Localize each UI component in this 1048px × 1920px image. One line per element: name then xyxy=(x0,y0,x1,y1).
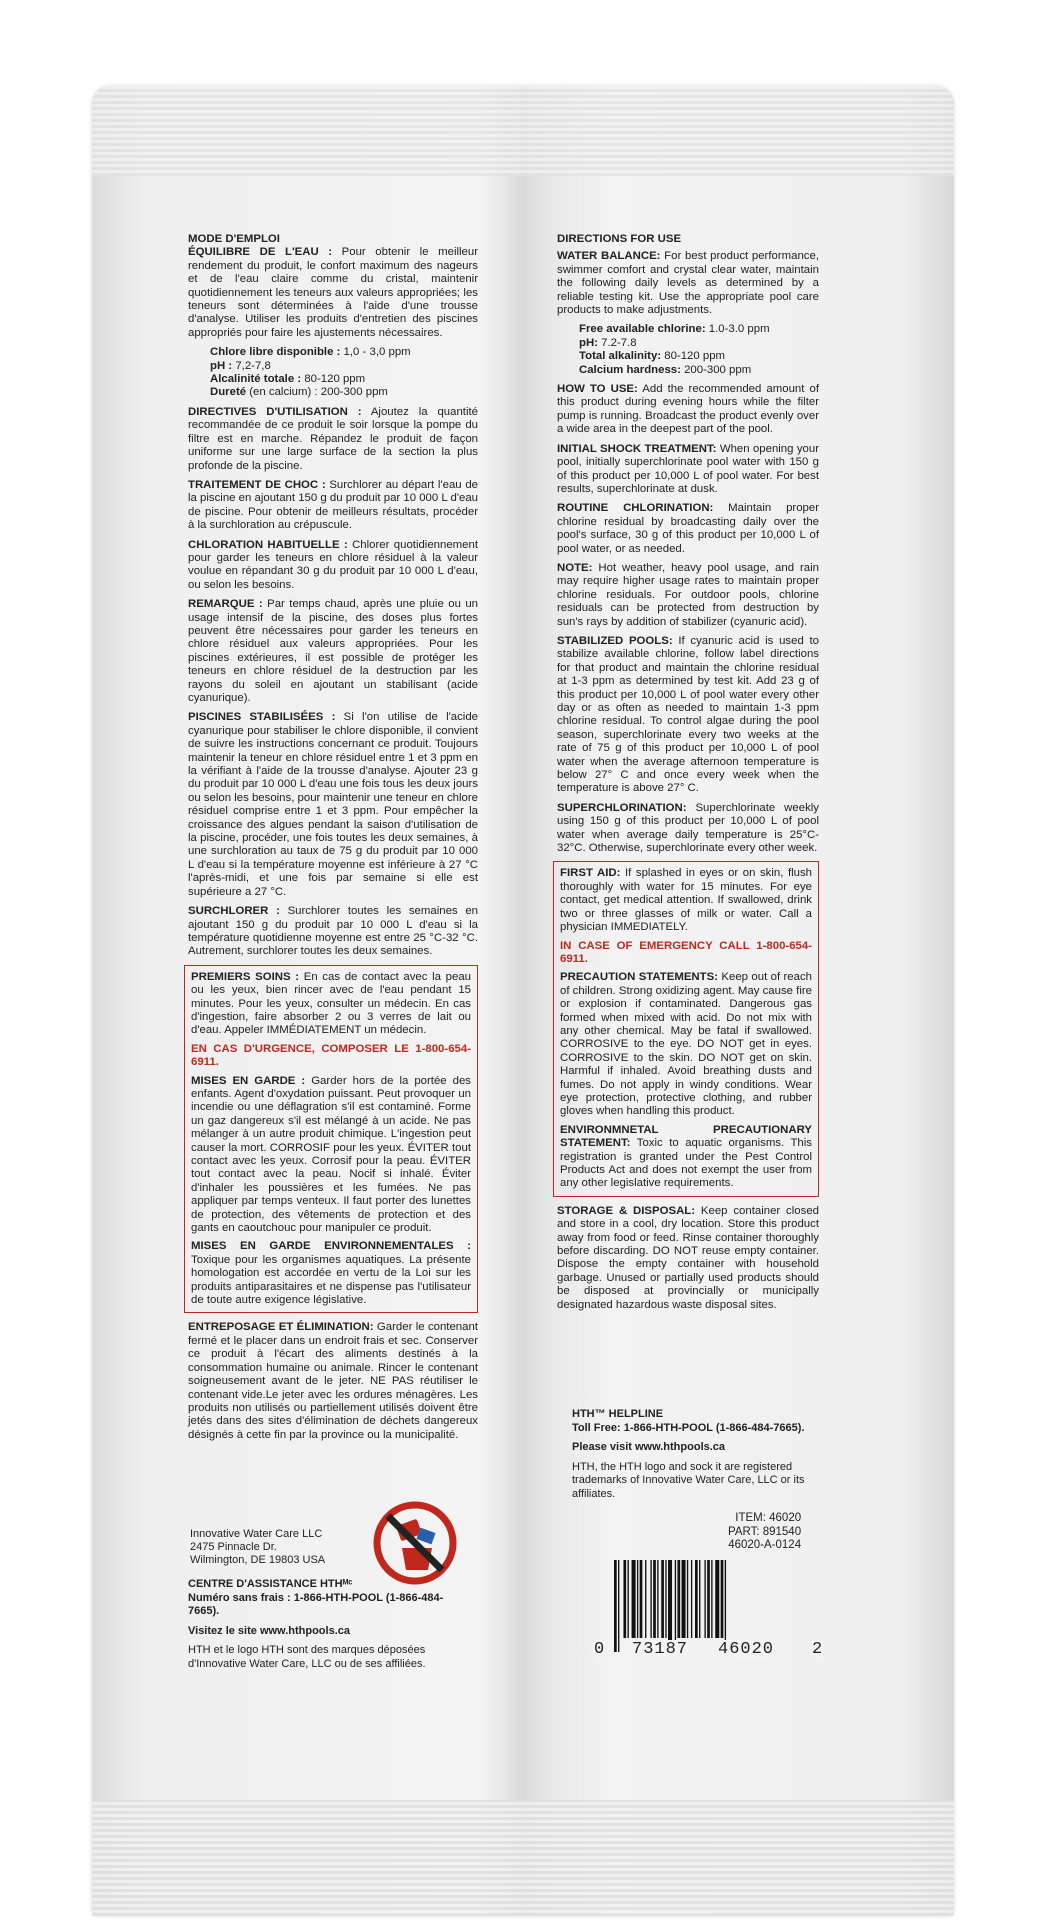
en-level: pH: 7.2-7.8 xyxy=(579,336,637,349)
fr-level: Chlore libre disponible : 1,0 - 3,0 ppm xyxy=(210,346,411,359)
barcode-check-digit: 2 xyxy=(812,1640,823,1659)
fr-chloration: CHLORATION HABITUELLE : Chlorer quotidiennement pour garder les teneurs en chlore résiduel à la valeur voulue en répandant 30 g du produit par 10 000 L d'eau, ou selon les besoins. xyxy=(188,538,478,591)
visitez-site: Visitez le site www.hthpools.ca xyxy=(188,1624,350,1637)
en-initial-shock: INITIAL SHOCK TREATMENT: When opening your pool, initially superchlorinate pool water with 150 g of this product per 10,000 L of pool water. For best results, superchlorinate at dusk. xyxy=(557,442,820,495)
fr-mises-en-garde: MISES EN GARDE : Garder hors de la portée des enfants. Agent d'oxydation puissant. Peut provoquer un incendie ou une déflagration s'il est contaminé. Forme un gaz dangereux s'il est mélangé à un acide. Ne pas mélanger à un autre produit chimique. L'ingestion peut causer la mort. CORROSIF pour les yeux. ÉVITER tout contact avec les yeux. Corrosif pour la peau. ÉVITER tout contact avec la peau. Nocif si inhalé. Éviter d'inhaler les poussières et les fumées. Ne pas appliquer par temps venteux. Il faut porter des lunettes de protection, des vêtements de protection et des gants en caoutchouc pour manipuler ce produit. xyxy=(191,1074,471,1235)
fr-equilibre: ÉQUILIBRE DE L'EAU : Pour obtenir le meilleur rendement du produit, le confort maximum des nageurs et de l'eau claire comme du cristal, maintenir quotidiennement les teneurs aux valeurs appropriées; les teneurs sont déterminées à l'aide d'une trousse d'analyse. Utiliser les produits d'entretien des piscines appropriés pour faire les ajustements nécessaires. xyxy=(188,246,478,339)
bag-bottom-seal xyxy=(92,1800,954,1916)
fr-warning-box xyxy=(184,965,478,1314)
en-how-to-use: HOW TO USE: Add the recommended amount of this product during evening hours while the filter pump is running. Broadcast the product evenly over a wide area in the deepest part of the pool. xyxy=(557,383,819,436)
en-superchlorination: SUPERCHLORINATION: Superchlorinate weekly using 150 g of this product per 10,000 L of pool water when average daily temperature is 25°C-32°C. Otherwise, superchlorinate every other week. xyxy=(557,801,819,855)
en-emergency: IN CASE OF EMERGENCY CALL 1-800-654-6911. xyxy=(560,939,812,965)
lot-code: 46020-A-0124 xyxy=(728,1539,802,1551)
barcode-digit-left: 0 xyxy=(594,1640,605,1659)
item-codes xyxy=(728,1512,801,1553)
fr-helpline xyxy=(188,1578,448,1671)
en-levels xyxy=(557,323,819,377)
fr-surchlorer: SURCHLORER : Surchlorer toutes les semaines en ajoutant 150 g du produit par 10 000 L d'eau si la température quotidienne moyenne est entre 25 °C-32 °C. Autrement, surchlorer toutes les deux semaines. xyxy=(188,905,478,958)
address-line: 2475 Pinnacle Dr. xyxy=(190,1541,277,1553)
en-first-aid: FIRST AID: If splashed in eyes or on skin, flush thoroughly with water for 15 minutes. For eye contact, get medical attention. If swallowed, drink two or three glasses of milk or water. Call a physician IMMEDIATELY. xyxy=(560,867,812,934)
en-water-balance: WATER BALANCE: For best product performance, swimmer comfort and crystal clear water, maintain the following daily levels as determined by a reliable testing kit. Use the appropriate pool care products to make adjustments. xyxy=(557,250,819,317)
directions-title: DIRECTIONS FOR USE xyxy=(557,233,682,245)
toll-free: Toll Free: 1-866-HTH-POOL (1-866-484-7665). xyxy=(572,1421,805,1434)
barcode xyxy=(610,1560,810,1652)
fr-remarque: REMARQUE : Par temps chaud, après une pluie ou un usage intensif de la piscine, des doses plus fortes peuvent être nécessaires pour garder les teneurs en chlore résiduel aux valeurs appropriées. Pour les piscines extérieures, il est possible de protéger les teneurs en chlore résiduel de la destruction par les rayons du soleil en ajoutant un stabilisant (acide cyanurique). xyxy=(188,598,479,704)
en-storage: STORAGE & DISPOSAL: Keep container closed and store in a cool, dry location. Store this product away from food or feed. Rinse container thoroughly before discarding. DO NOT reuse empty container. Dispose the empty container with household garbage. Unused or partially used products should be disposed at provincially or municipally designated hazardous waste disposal sites. xyxy=(557,1204,819,1311)
visit-site: Please visit www.hthpools.ca xyxy=(572,1441,726,1453)
address-line: Wilmington, DE 19803 USA xyxy=(190,1554,326,1566)
fr-level: Dureté (en calcium) : 200-300 ppm xyxy=(210,386,388,399)
helpline-title: HTH™ HELPLINE xyxy=(572,1408,664,1420)
fr-levels xyxy=(188,346,478,400)
fr-premiers-soins: PREMIERS SOINS : En cas de contact avec la peau ou les yeux, bien rincer avec de l'eau pendant 15 minutes. Pour les yeux, consulter un médecin. En cas d'ingestion, faire absorber 2 ou 3 verres de lait ou d'eau. Appeler IMMÉDIATEMENT un médecin. xyxy=(191,970,471,1037)
barcode-group-right: 46020 xyxy=(718,1640,775,1659)
en-precaution: PRECAUTION STATEMENTS: Keep out of reach of children. Strong oxidizing agent. May cause fire or explosion if contaminated. Dangerous gas formed when mixed with acid. Do not mix with any other chemical. May be fatal if swallowed. CORROSIVE to the eye. DO NOT get in eyes. CORROSIVE to the skin. DO NOT get on skin. Harmful if inhaled. Avoid breathing dusts and fumes. Do not apply in windy conditions. Wear eye protection, protective clothing, and rubber gloves when handling this product. xyxy=(560,971,813,1118)
en-level: Calcium hardness: 200-300 ppm xyxy=(579,363,752,376)
en-level: Total alkalinity: 80-120 ppm xyxy=(579,350,726,363)
fr-level: pH : 7,2-7,8 xyxy=(210,359,271,372)
en-note: NOTE: Hot weather, heavy pool usage, and rain may require higher usage rates to maintain proper chlorine residuals. For outdoor pools, chlorine residuals can be protected from destruction by sun's rays by addition of stabilizer (cyanuric acid). xyxy=(557,561,819,628)
en-stabilized: STABILIZED POOLS: If cyanuric acid is used to stabilize available chlorine, follow label directions for that product and maintain the chlorine residual at 1-3 ppm as determined by test kit. Add 23 g of this product per 10,000 L of pool water every other day or as often as needed to maintain 1-3 ppm chlorine residual. To control algae during the pool season, superchlorinate every two weeks at the rate of 75 g of this product per 10,000 L of pool water when the average afternoon temperature is below 27° C and once every week when the temperature is above 27° C. xyxy=(557,634,819,795)
en-warning-box xyxy=(553,861,819,1196)
en-environmental: ENVIRONMNETAL PRECAUTIONARY STATEMENT: Toxic to aquatic organisms. This registration is granted under the Pest Control Products Act and does not exempt the user from any other legislative requirements. xyxy=(560,1123,812,1190)
fr-level: Alcalinité totale : 80-120 ppm xyxy=(210,373,366,386)
marques-note: HTH et le logo HTH sont des marques déposées d'Innovative Water Care, LLC ou de ses affiliées. xyxy=(188,1644,426,1670)
fr-traitement: TRAITEMENT DE CHOC : Surchlorer au départ l'eau de la piscine en ajoutant 150 g du produit par 10 000 L d'eau de piscine. Pour obtenir de meilleurs résultats, procéder à la surchloration au crépuscule. xyxy=(188,478,478,532)
en-routine: ROUTINE CHLORINATION: Maintain proper chlorine residual by broadcasting daily over the pool's surface, 30 g of this product per 10,000 L of pool water, or as needed. xyxy=(557,502,819,555)
company-address xyxy=(190,1528,325,1567)
fr-piscines: PISCINES STABILISÉES : Si l'on utilise de l'acide cyanurique pour stabiliser le chlore disponible, il convient de suivre les instructions concernant ce produit. Toujours maintenir la teneur en chlore résiduel entre 1 et 3 ppm en la vérifiant à l'aide de la trousse d'analyse. Ajouter 23 g du produit par 10 000 L d'eau une fois tous les deux jours ou selon les besoins, pour maintenir une teneur en chlore résiduel comprise entre 1 et 3 ppm. Pour empêcher la croissance des algues pendant la saison d'utilisation de la piscine, procéder, une fois toutes les deux semaines, à une surchloration au taux de 75 g du produit par 10 000 L d'eau si la température moyenne est inférieure à 27 °C l'après-midi, et une fois par semaine si elle est supérieure a 27 °C. xyxy=(188,711,479,898)
fr-mises-env: MISES EN GARDE ENVIRONNEMENTALES : Toxique pour les organismes aquatiques. La présente homologation est accordée en vertu de la Loi sur les produits antiparasitaires et ne dispense pas l'utilisateur de toute autre exigence législative. xyxy=(191,1240,471,1307)
item-code: ITEM: 46020 xyxy=(735,1512,802,1524)
en-helpline xyxy=(572,1408,832,1501)
english-directions xyxy=(557,233,819,1318)
part-code: PART: 891540 xyxy=(728,1525,802,1538)
en-level: Free available chlorine: 1.0-3.0 ppm xyxy=(579,323,770,336)
fr-directives: DIRECTIVES D'UTILISATION : Ajoutez la quantité recommandée de ce produit le soir lorsque la pompe du filtre est en marche. Répandez le produit de façon uniforme sur une large surface de la section la plus profonde de la piscine. xyxy=(188,405,478,472)
no-mixing-warning-icon xyxy=(372,1500,458,1586)
trademark-note: HTH, the HTH logo and sock it are registered trademarks of Innovative Water Care, LLC or its affiliates. xyxy=(572,1460,805,1500)
centre-assistance: CENTRE D'ASSISTANCE HTHᴹᶜ xyxy=(188,1578,353,1590)
french-directions xyxy=(188,233,478,1448)
fr-urgence: EN CAS D'URGENCE, COMPOSER LE 1-800-654-6911. xyxy=(191,1042,471,1069)
barcode-group-left: 73187 xyxy=(632,1640,689,1659)
mode-emploi-title: MODE D'EMPLOI xyxy=(188,233,280,245)
fr-entreposage: ENTREPOSAGE ET ÉLIMINATION: Garder le contenant fermé et le placer dans un endroit frais et sec. Conserver ce produit à l'écart des aliments destinés à la consommation humaine ou animale. Rincer le contenant soigneusement avant de le jeter. NE PAS réutiliser le contenant vide.Le jeter avec les ordures ménagères. Les produits non utilisés ou partiellement utilisés doivent être jetés dans des sites d'élimination de déchets dangereux désignés à cette fin par la province ou la municipalité. xyxy=(188,1321,478,1441)
numero-sans-frais: Numéro sans frais : 1-866-HTH-POOL (1-866-484-7665). xyxy=(188,1591,444,1617)
bag-top-seal xyxy=(92,86,954,176)
address-line: Innovative Water Care LLC xyxy=(190,1528,323,1540)
